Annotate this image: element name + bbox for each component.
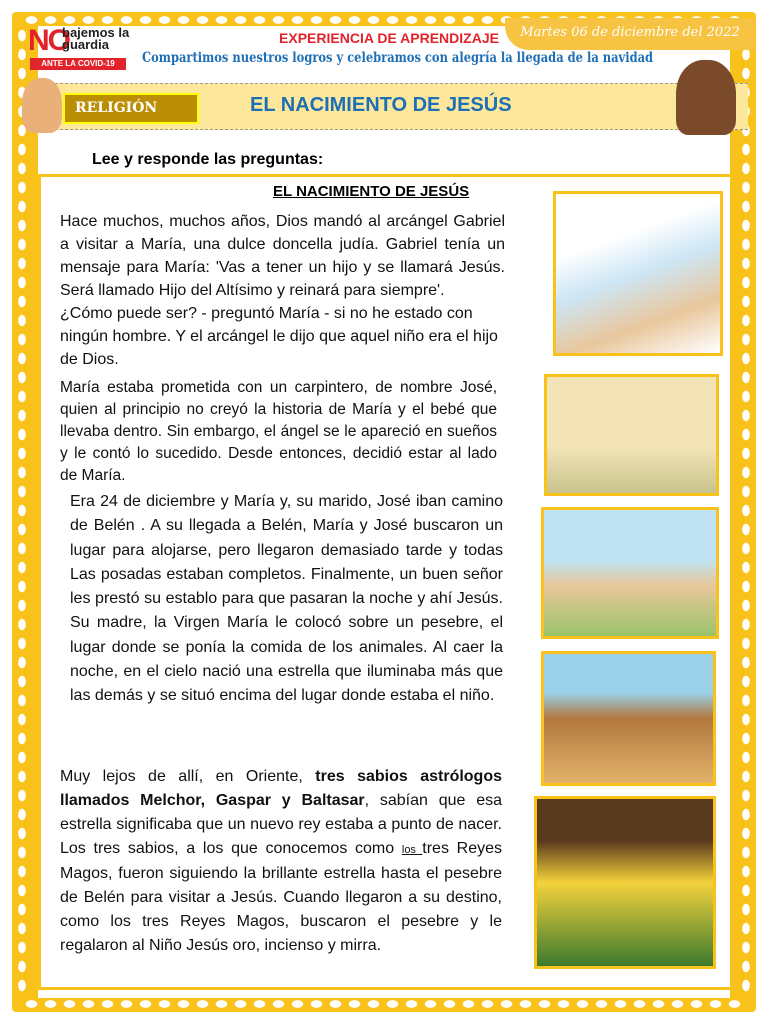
paragraph-2: María estaba prometida con un carpintero, de nombre José, quien al principio no creyó la historia de María y el bebé que llevaba dentro. Sin embargo, el ángel se le apareció en sueños y le contó lo sucedido. Desde entonces, decidió estar al lado de María.	[60, 379, 497, 484]
teacher-avatar	[676, 60, 736, 135]
frame-dots-right	[742, 26, 750, 998]
p4-small: los	[401, 844, 423, 856]
story-title: EL NACIMIENTO DE JESÚS	[273, 183, 470, 200]
instruction: Lee y responde las preguntas:	[92, 151, 324, 168]
frame-dots-bottom	[22, 1000, 746, 1008]
p4-text-a: Muy lejos de allí, en Oriente,	[60, 768, 316, 785]
paragraph-4	[60, 765, 502, 958]
boy-illustration	[22, 78, 62, 133]
paragraph-1	[60, 210, 505, 371]
logo-band: ANTE LA COVID-19	[30, 58, 126, 70]
three-kings-illustration	[534, 796, 716, 969]
p1-text: Hace muchos, muchos años, Dios mandó al arcángel Gabriel a visitar a María, una dulce doncella judía. Gabriel tenía un mensaje para María: 'Vas a tener un hijo y se llamará Jesús. Será llamado Hijo del Altísimo y reinará para siempre'.	[60, 213, 505, 299]
angel-joseph-illustration	[544, 374, 719, 496]
logo-text: bajemos la guardia	[62, 25, 130, 52]
paragraph-3: Era 24 de diciembre y María y, su marido, José iban camino de Belén . A su llegada a Belén, María y José buscaron un lugar para alojarse, pero llegaron demasiado tarde y todas Las posadas estaban completos. Finalmente, un buen señor les prestó su establo para que pasaran la noche y ahí Jesús. Su madre, la Virgen María le colocó sobre un pesebre, el lugar donde se ponía la comida de los animales. Al caer la noche, en el cielo nació una estrella que iluminaba más que las demás y se situó encima del lugar donde estaba el niño.	[70, 493, 503, 705]
angel-gabriel-illustration	[553, 191, 723, 356]
p4-bold: tres sabios astrólogos llamados Melchor, Gaspar y Baltasar	[60, 768, 502, 809]
page-title: EL NACIMIENTO DE JESÚS	[250, 94, 512, 116]
logo-no: NO	[28, 24, 69, 57]
p1b-text: ¿Cómo puede ser? - preguntó María - si no he estado con ningún hombre. Y el arcángel le dijo que aquel niño era el hijo de Dios.	[60, 305, 498, 368]
p4-text-e: tres Reyes Magos, fueron siguiendo la brillante estrella hasta el pesebre de Belén para visitar a Jesús. Cuando llegaron a su destino, como los tres Reyes Magos, buscaron el pesebre y le regalaron al Niño Jesús oro, incienso y mirra.	[60, 840, 503, 954]
experience-title: EXPERIENCIA DE APRENDIZAJE	[279, 30, 499, 46]
date-banner: Martes 06 de diciembre del 2022	[505, 18, 755, 50]
subject-label: RELIGIÓN	[63, 93, 199, 124]
nativity-illustration	[541, 651, 716, 786]
subtitle: Compartimos nuestros logros y celebramos con alegría la llegada de la navidad	[142, 50, 654, 66]
mary-joseph-donkey-illustration	[541, 507, 719, 639]
p4-text-c: , sabían que esa estrella significaba que un nuevo rey estaba a punto de nacer. Los tres sabios, a los que conocemos como	[60, 792, 503, 857]
frame-dots-left	[18, 26, 26, 998]
